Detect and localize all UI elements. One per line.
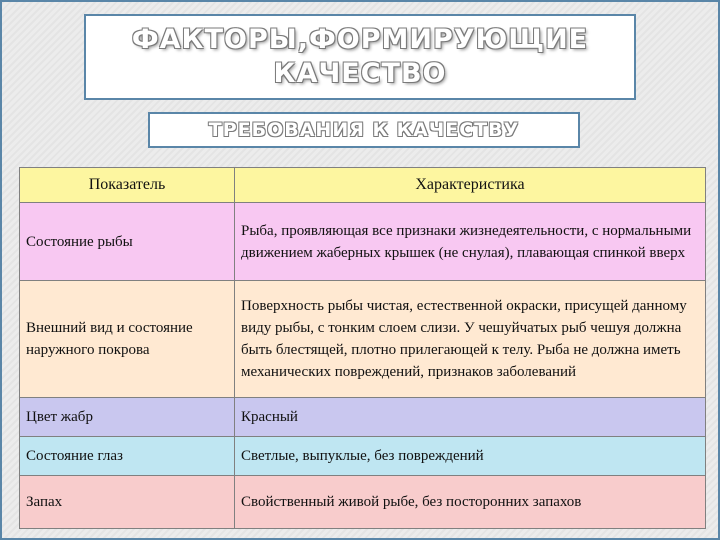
header-indicator: Показатель	[20, 168, 235, 203]
characteristic-cell: Свойственный живой рыбе, без посторонних запахов	[235, 476, 706, 529]
requirements-table	[19, 167, 706, 529]
table-row	[20, 281, 706, 398]
subtitle: ТРЕБОВАНИЯ К КАЧЕСТВУ	[208, 119, 520, 141]
table-row	[20, 203, 706, 281]
subtitle-box	[148, 112, 580, 148]
characteristic-cell: Поверхность рыбы чистая, естественной окраски, присущей данному виду рыбы, с тонким слоем слизи. У чешуйчатых рыб чешуя должна быть блестящей, плотно прилегающей к телу. Рыба не должна иметь механических повреждений, признаков заболеваний	[235, 281, 706, 398]
table-row	[20, 437, 706, 476]
characteristic-cell: Светлые, выпуклые, без повреждений	[235, 437, 706, 476]
table-row	[20, 476, 706, 529]
title-line-2: КАЧЕСТВО	[273, 58, 447, 89]
header-characteristic: Характеристика	[235, 168, 706, 203]
indicator-cell: Внешний вид и состояние наружного покрова	[20, 281, 235, 398]
table-header-row	[20, 168, 706, 203]
indicator-cell: Состояние глаз	[20, 437, 235, 476]
characteristic-cell: Красный	[235, 398, 706, 437]
title-box	[84, 14, 636, 100]
table-row	[20, 398, 706, 437]
characteristic-cell: Рыба, проявляющая все признаки жизнедеятельности, с нормальными движением жаберных крышек (не снулая), плавающая спинкой вверх	[235, 203, 706, 281]
title-line-1: ФАКТОРЫ,ФОРМИРУЮЩИЕ	[131, 24, 589, 55]
indicator-cell: Цвет жабр	[20, 398, 235, 437]
indicator-cell: Запах	[20, 476, 235, 529]
indicator-cell: Состояние рыбы	[20, 203, 235, 281]
